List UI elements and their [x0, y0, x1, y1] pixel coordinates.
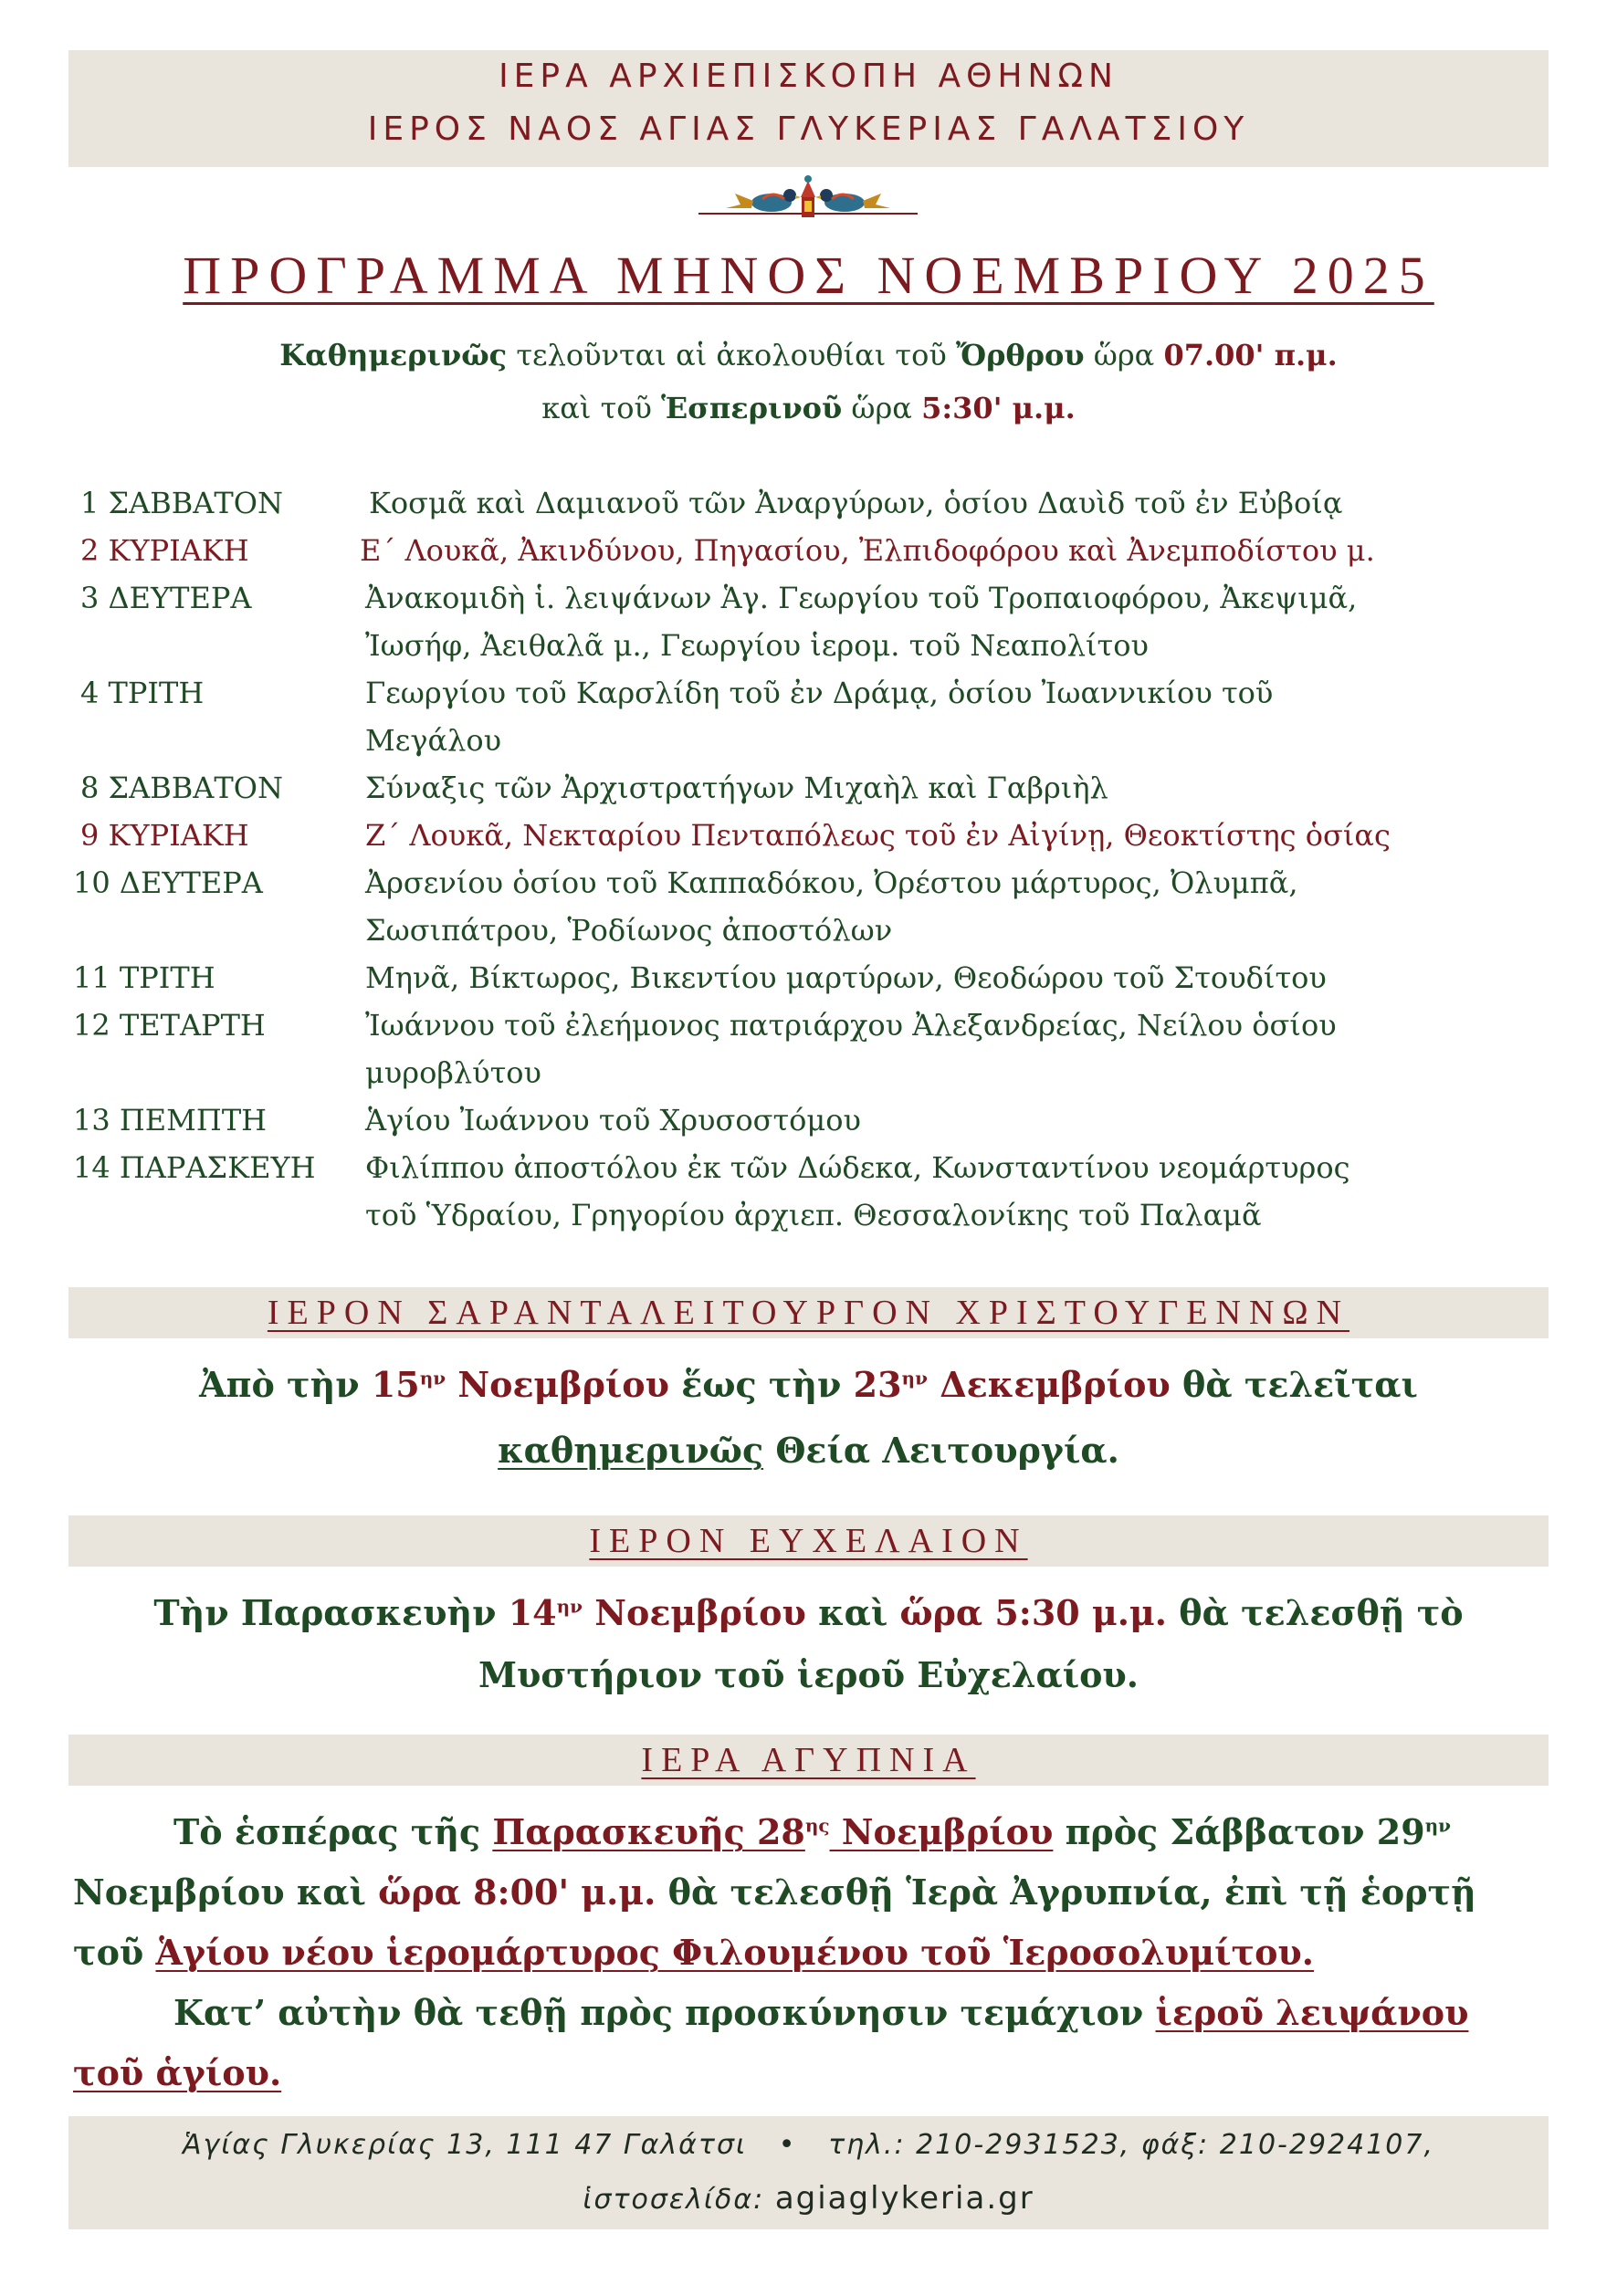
intro-orthros-time: 07.00' π.μ.: [1163, 338, 1338, 372]
text: Μυστήριον τοῦ ἱεροῦ Εὐχελαίου.: [478, 1654, 1139, 1695]
agrypnia-line-4: [173, 1992, 1468, 2033]
text: τοῦ: [73, 1932, 156, 1973]
footer-line-2: [68, 2180, 1549, 2217]
text: Θεία Λειτουργία.: [763, 1430, 1119, 1471]
footer-line-1: [68, 2129, 1549, 2161]
schedule-row: [80, 771, 1108, 805]
date-start: 15: [371, 1364, 420, 1405]
text: Νοεμβρίου καὶ: [73, 1871, 379, 1913]
sarantaleitourgo-line-2: [0, 1430, 1617, 1471]
intro-text-4: ὥρα: [842, 391, 922, 425]
saint-name: Ἁγίου νέου ἱερομάρτυρος Φιλουμένου τοῦ Ἱεροσολυμίτου.: [155, 1932, 1315, 1973]
ordinal: ην: [419, 1367, 446, 1389]
date-end: 23: [853, 1364, 902, 1405]
intro-line-2: [0, 391, 1617, 425]
agrypnia-line-5: [73, 2052, 281, 2093]
schedule-day: 4 ΤΡΙΤΗ: [80, 676, 205, 710]
header-archdiocese: ΙΕΡΑ ΑΡΧΙΕΠΙΣΚΟΠΗ ΑΘΗΝΩΝ: [499, 58, 1118, 95]
intro-line-1: [0, 338, 1617, 372]
sarantaleitourgo-line-1: [0, 1364, 1617, 1405]
page-title: [0, 245, 1617, 306]
intro-vespers-time: 5:30' μ.μ.: [921, 391, 1076, 425]
month: Νοεμβρίου: [583, 1592, 806, 1633]
schedule-text: τοῦ Ὑδραίου, Γρηγορίου ἀρχιεπ. Θεσσαλονίκης τοῦ Παλαμᾶ: [365, 1198, 1262, 1232]
schedule-row: [80, 533, 1375, 568]
agrypnia-line-1: [173, 1811, 1451, 1852]
schedule-text: Ζ΄ Λουκᾶ, Νεκταρίου Πενταπόλεως τοῦ ἐν Αἰγίνῃ, Θεοκτίστης ὁσίας: [365, 818, 1391, 853]
header-church: ΙΕΡΟΣ ΝΑΟΣ ΑΓΙΑΣ ΓΛΥΚΕΡΙΑΣ ΓΑΛΑΤΣΙΟΥ: [367, 110, 1250, 148]
schedule-text: Ἰωάννου τοῦ ἐλεήμονος πατριάρχου Ἀλεξανδρείας, Νείλου ὁσίου: [365, 1008, 1337, 1043]
friday-date: Παρασκευῆς 28: [492, 1811, 805, 1852]
intro-text-2: ὥρα: [1084, 338, 1164, 372]
section-title-euchelaio: [68, 1521, 1549, 1561]
text: θὰ τελεσθῇ τὸ: [1167, 1592, 1464, 1633]
intro-daily: Καθημερινῶς: [279, 338, 508, 372]
text: καὶ: [805, 1592, 900, 1633]
schedule-day: 10 ΔΕΥΤΕΡΑ: [73, 865, 263, 900]
page-title-text: ΠΡΟΓΡΑΜΜΑ ΜΗΝΟΣ ΝΟΕΜΒΡΙΟΥ 2025: [183, 246, 1434, 305]
footer-site-label: ἱστοσελίδα:: [583, 2184, 775, 2216]
section-band-euchelaio: [68, 1515, 1549, 1567]
schedule-row: [80, 581, 1358, 615]
footer-phone: τηλ.: 210-2931523, φάξ: 210-2924107,: [828, 2129, 1435, 2161]
header-band: [68, 50, 1549, 167]
intro-text-1: τελοῦνται αἱ ἀκολουθίαι τοῦ: [507, 338, 957, 372]
schedule-row: [80, 676, 1274, 710]
schedule-day: 9 ΚΥΡΙΑΚΗ: [80, 818, 249, 853]
birds-ornament-icon: [698, 173, 918, 234]
text: Ἀπὸ τὴν: [199, 1364, 372, 1405]
ordinal: ην: [1424, 1814, 1452, 1837]
month: Νοεμβρίου: [829, 1811, 1054, 1852]
schedule-day: 8 ΣΑΒΒΑΤΟΝ: [80, 771, 283, 805]
schedule-row: [73, 1150, 1350, 1185]
text: Τὴν Παρασκευὴν: [153, 1592, 509, 1633]
schedule-text: Κοσμᾶ καὶ Δαμιανοῦ τῶν Ἀναργύρων, ὁσίου Δαυὶδ τοῦ ἐν Εὐβοίᾳ: [369, 486, 1343, 520]
month: Δεκεμβρίου: [927, 1364, 1171, 1405]
schedule-row: [80, 486, 1343, 520]
month: Νοεμβρίου: [446, 1364, 669, 1405]
section-title-text: ΙΕΡΟΝ ΕΥΧΕΛΑΙΟΝ: [589, 1522, 1028, 1560]
schedule-text: Γεωργίου τοῦ Καρσλίδη τοῦ ἐν Δράμᾳ, ὁσίου Ἰωαννικίου τοῦ: [365, 676, 1274, 710]
time: ὥρα 8:00' μ.μ.: [378, 1871, 656, 1913]
schedule-day: 2 ΚΥΡΙΑΚΗ: [80, 533, 249, 568]
bullet-icon: •: [778, 2129, 797, 2161]
text: θὰ τελεῖται: [1170, 1364, 1418, 1405]
time: ὥρα 5:30 μ.μ.: [899, 1592, 1168, 1633]
ordinal: ης: [804, 1814, 830, 1837]
schedule-text: Ἰωσήφ, Ἀειθαλᾶ μ., Γεωργίου ἱερομ. τοῦ Νεαπολίτου: [365, 628, 1149, 663]
daily-underlined: καθημερινῶς: [498, 1430, 764, 1471]
schedule-text: Φιλίππου ἀποστόλου ἐκ τῶν Δώδεκα, Κωνσταντίνου νεομάρτυρος: [365, 1150, 1350, 1185]
text: Κατ’ αὐτὴν θὰ τεθῇ πρὸς προσκύνησιν τεμάχιον: [173, 1992, 1156, 2033]
relic-end: τοῦ ἁγίου.: [73, 2052, 282, 2093]
text: θὰ τελεσθῇ Ἱερὰ Ἀγρυπνία, ἐπὶ τῇ ἑορτῇ: [656, 1871, 1476, 1913]
schedule-day: 14 ΠΑΡΑΣΚΕΥΗ: [73, 1150, 316, 1185]
schedule-row: [73, 1008, 1337, 1043]
footer-band: [68, 2116, 1549, 2229]
schedule-text: Σωσιπάτρου, Ῥοδίωνος ἀποστόλων: [365, 913, 893, 948]
schedule-text: Μηνᾶ, Βίκτωρος, Βικεντίου μαρτύρων, Θεοδώρου τοῦ Στουδίτου: [365, 960, 1327, 995]
euchelaio-line-2: [0, 1654, 1617, 1695]
schedule-day: 11 ΤΡΙΤΗ: [73, 960, 215, 995]
schedule-day: 3 ΔΕΥΤΕΡΑ: [80, 581, 252, 615]
agrypnia-line-2: [73, 1871, 1476, 1913]
date: 14: [508, 1592, 557, 1633]
section-title-text: ΙΕΡΑ ΑΓΥΠΝΙΑ: [641, 1741, 976, 1779]
ordinal: ην: [556, 1595, 583, 1618]
schedule-row: [73, 865, 1298, 900]
schedule-day: 1 ΣΑΒΒΑΤΟΝ: [80, 486, 283, 520]
schedule-text: Μεγάλου: [365, 723, 502, 758]
schedule-day: 12 ΤΕΤΑΡΤΗ: [73, 1008, 266, 1043]
text: ἕως τὴν: [668, 1364, 854, 1405]
agrypnia-line-3: [73, 1932, 1314, 1973]
text: Τὸ ἑσπέρας τῆς: [173, 1811, 493, 1852]
schedule-text: Ἀρσενίου ὁσίου τοῦ Καππαδόκου, Ὀρέστου μάρτυρος, Ὀλυμπᾶ,: [365, 865, 1298, 900]
schedule-text: μυροβλύτου: [365, 1055, 541, 1090]
footer-address: Ἁγίας Γλυκερίας 13, 111 47 Γαλάτσι: [182, 2129, 748, 2161]
section-title-agrypnia: [68, 1740, 1549, 1780]
section-title-sarantaleitourgo: [68, 1293, 1549, 1333]
euchelaio-line-1: [0, 1592, 1617, 1633]
schedule-day: 13 ΠΕΜΠΤΗ: [73, 1103, 268, 1138]
section-band-sarantaleitourgo: [68, 1287, 1549, 1338]
schedule-text: Ἀνακομιδὴ ἱ. λειψάνων Ἁγ. Γεωργίου τοῦ Τροπαιοφόρου, Ἀκεψιμᾶ,: [365, 581, 1358, 615]
section-title-text: ΙΕΡΟΝ ΣΑΡΑΝΤΑΛΕΙΤΟΥΡΓΟΝ ΧΡΙΣΤΟΥΓΕΝΝΩΝ: [267, 1294, 1350, 1332]
text: πρὸς Σάββατον 29: [1053, 1811, 1425, 1852]
intro-vespers: Ἑσπερινοῦ: [661, 391, 843, 425]
section-band-agrypnia: [68, 1735, 1549, 1786]
ordinal: ην: [901, 1367, 928, 1389]
schedule-row: [80, 818, 1391, 853]
schedule-text: Ἁγίου Ἰωάννου τοῦ Χρυσοστόμου: [365, 1103, 861, 1138]
footer-site-link[interactable]: agiaglykeria.gr: [774, 2180, 1034, 2217]
intro-text-3: καὶ τοῦ: [541, 391, 662, 425]
schedule-text: Σύναξις τῶν Ἀρχιστρατήγων Μιχαὴλ καὶ Γαβριὴλ: [365, 771, 1108, 805]
schedule-row: [73, 960, 1327, 995]
relic: ἱεροῦ λειψάνου: [1155, 1992, 1469, 2033]
intro-orthros: Ὄρθρου: [956, 338, 1085, 372]
schedule-text: Ε΄ Λουκᾶ, Ἀκινδύνου, Πηγασίου, Ἐλπιδοφόρου καὶ Ἀνεμποδίστου μ.: [360, 533, 1375, 568]
schedule-row: [73, 1103, 861, 1138]
